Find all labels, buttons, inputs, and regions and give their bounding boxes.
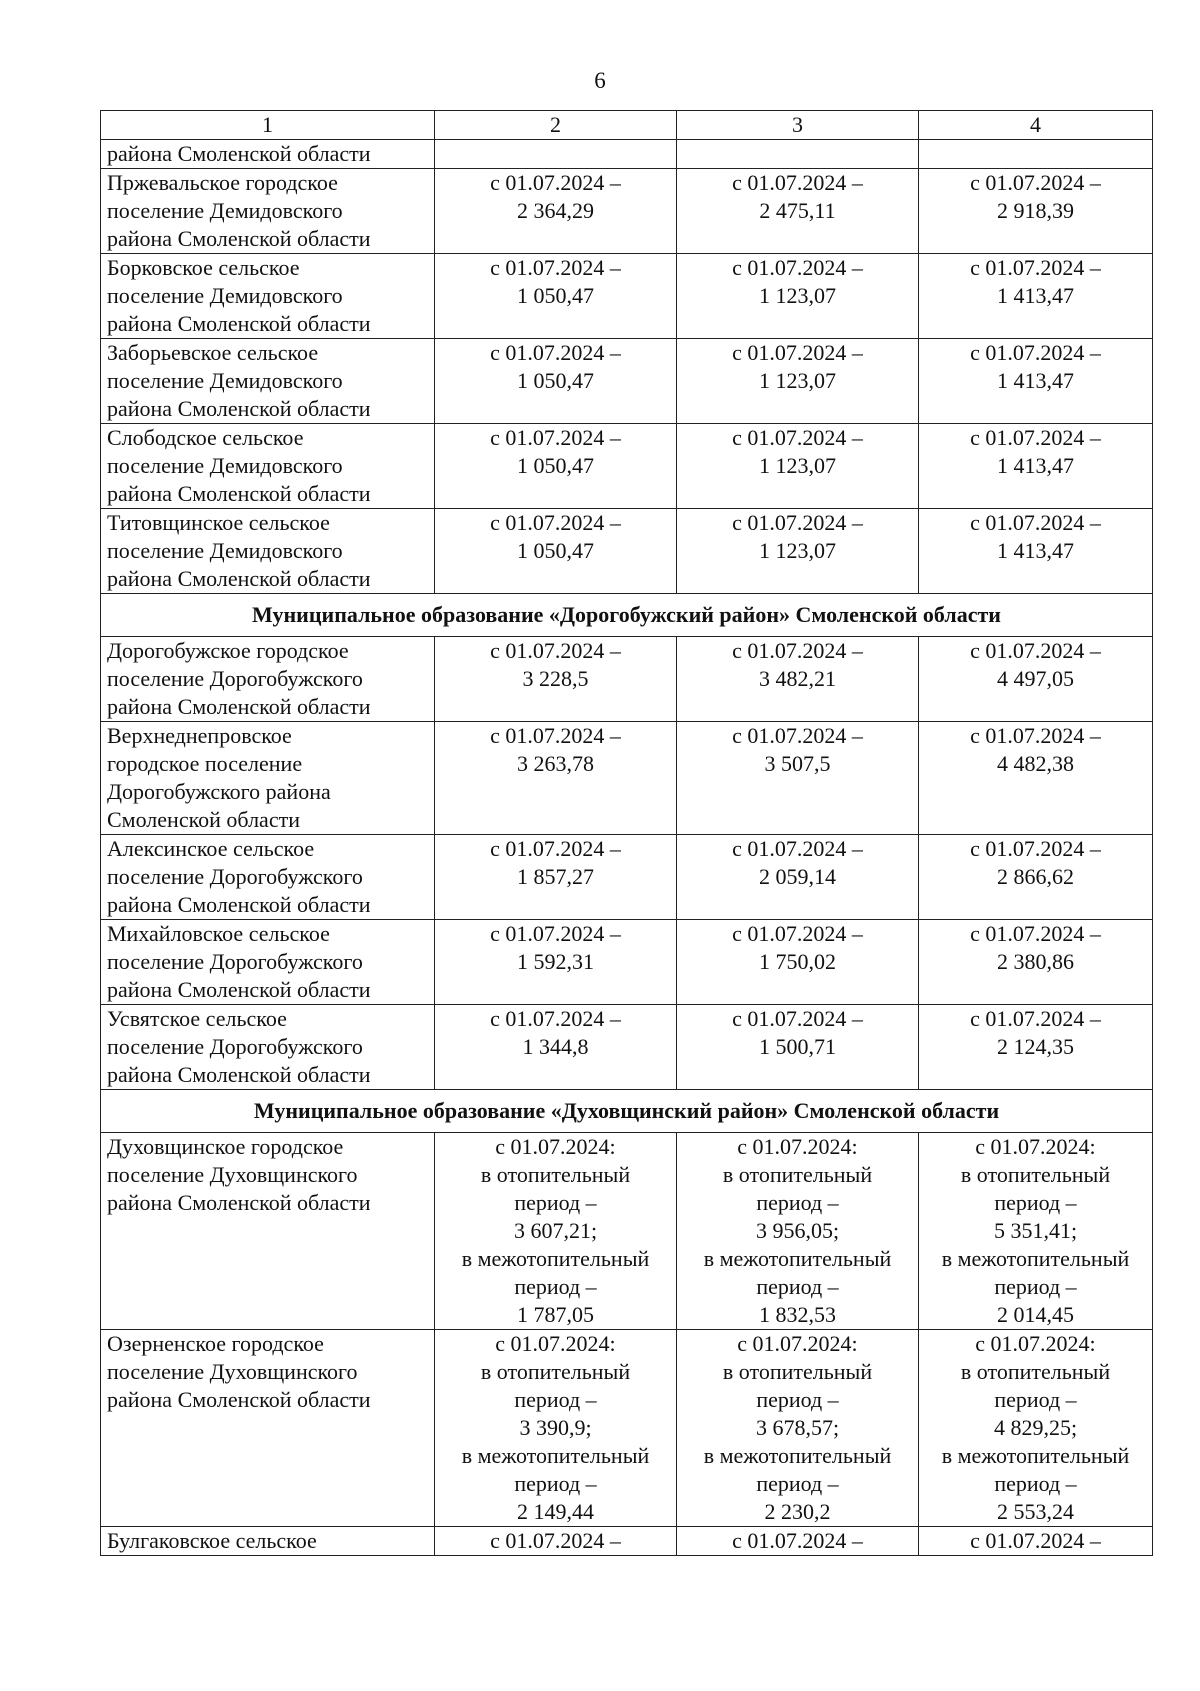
municipality-name: [101, 835, 435, 920]
cell-line: с 01.07.2024 –: [970, 1528, 1101, 1553]
cell-line: с 01.07.2024 –: [732, 836, 863, 861]
cell-line: в межотопительный: [941, 1246, 1130, 1271]
cell-line: Алексинское сельское: [107, 836, 315, 861]
table-row: [101, 637, 1153, 722]
tariff-col-4: [919, 424, 1153, 509]
tariff-col-3: [677, 1527, 919, 1556]
cell-line: Титовщинское сельское: [107, 510, 330, 535]
cell-line: с 01.07.2024:: [737, 1331, 858, 1356]
cell-line: поселение Демидовского: [107, 538, 343, 563]
cell-line: с 01.07.2024:: [495, 1134, 616, 1159]
tariff-col-3: [677, 169, 919, 254]
cell-line: с 01.07.2024 –: [732, 1528, 863, 1553]
column-header: 3: [677, 111, 919, 140]
tariff-col-3: [677, 637, 919, 722]
tariff-col-3: [677, 835, 919, 920]
tariff-col-2: [435, 920, 677, 1005]
tariff-col-2: [435, 254, 677, 339]
table-row: [101, 424, 1153, 509]
cell-line: 1 750,02: [759, 949, 836, 974]
cell-line: района Смоленской области: [107, 694, 371, 719]
cell-line: с 01.07.2024 –: [970, 921, 1101, 946]
cell-line: Смоленской области: [107, 807, 300, 832]
cell-line: период –: [514, 1190, 597, 1215]
cell-line: 2 553,24: [997, 1499, 1074, 1524]
cell-line: 1 592,31: [517, 949, 594, 974]
municipality-name: [101, 920, 435, 1005]
tariff-col-2: [435, 1527, 677, 1556]
tariff-col-4: [919, 1330, 1153, 1527]
cell-line: в межотопительный: [703, 1443, 892, 1468]
cell-line: в отопительный: [480, 1162, 631, 1187]
table-header-row: [101, 111, 1153, 140]
page-number: 6: [594, 68, 606, 93]
cell-line: 1 123,07: [759, 538, 836, 563]
cell-line: с 01.07.2024 –: [490, 638, 621, 663]
cell-line: с 01.07.2024 –: [732, 510, 863, 535]
cell-line: района Смоленской области: [107, 892, 371, 917]
cell-line: 1 500,71: [759, 1034, 836, 1059]
cell-line: с 01.07.2024 –: [490, 1006, 621, 1031]
tariff-col-2: [435, 424, 677, 509]
tariff-col-2: [435, 140, 677, 169]
cell-line: с 01.07.2024:: [975, 1134, 1096, 1159]
tariff-col-3: [677, 509, 919, 594]
cell-line: период –: [994, 1387, 1077, 1412]
tariff-col-3: [677, 339, 919, 424]
cell-line: в межотопительный: [461, 1443, 650, 1468]
cell-line: района Смоленской области: [107, 977, 371, 1002]
section-title: Муниципальное образование «Духовщинский район» Смоленской области: [101, 1090, 1153, 1133]
cell-line: 2 124,35: [997, 1034, 1074, 1059]
tariff-col-2: [435, 637, 677, 722]
cell-line: 4 482,38: [997, 751, 1074, 776]
cell-line: 3 228,5: [522, 666, 589, 691]
cell-line: Булгаковское сельское: [107, 1528, 317, 1553]
cell-line: 1 123,07: [759, 283, 836, 308]
cell-line: 1 413,47: [997, 453, 1074, 478]
table-row: [101, 1330, 1153, 1527]
cell-line: 2 059,14: [759, 864, 836, 889]
tariff-col-3: [677, 920, 919, 1005]
table-row: [101, 722, 1153, 835]
cell-line: 5 351,41;: [993, 1218, 1078, 1243]
cell-line: с 01.07.2024 –: [490, 510, 621, 535]
cell-line: Дорогобужского района: [107, 779, 331, 804]
tariff-col-2: [435, 339, 677, 424]
table-row: [101, 254, 1153, 339]
cell-line: района Смоленской области: [107, 141, 371, 166]
cell-line: 3 390,9;: [519, 1415, 592, 1440]
cell-line: 3 607,21;: [513, 1218, 598, 1243]
cell-line: 4 497,05: [997, 666, 1074, 691]
table-row: [101, 1133, 1153, 1330]
cell-line: Борковское сельское: [107, 255, 300, 280]
municipality-name: [101, 1005, 435, 1090]
cell-line: с 01.07.2024 –: [490, 921, 621, 946]
cell-line: Духовщинское городское: [107, 1134, 344, 1159]
tariff-col-4: [919, 1005, 1153, 1090]
cell-line: с 01.07.2024 –: [490, 425, 621, 450]
cell-line: с 01.07.2024 –: [490, 170, 621, 195]
cell-line: Верхнеднепровское: [107, 723, 292, 748]
cell-line: в отопительный: [960, 1162, 1111, 1187]
cell-line: района Смоленской области: [107, 566, 371, 591]
cell-line: 3 482,21: [759, 666, 836, 691]
cell-line: в отопительный: [722, 1162, 873, 1187]
tariff-col-4: [919, 339, 1153, 424]
cell-line: 1 857,27: [517, 864, 594, 889]
table-row: [101, 339, 1153, 424]
municipality-name: [101, 509, 435, 594]
cell-line: в межотопительный: [941, 1443, 1130, 1468]
municipality-name: [101, 1527, 435, 1556]
cell-line: 1 050,47: [517, 283, 594, 308]
cell-line: 1 413,47: [997, 368, 1074, 393]
cell-line: 1 413,47: [997, 283, 1074, 308]
cell-line: 2 149,44: [517, 1499, 594, 1524]
tariff-col-4: [919, 254, 1153, 339]
cell-line: с 01.07.2024 –: [970, 1006, 1101, 1031]
column-header: 1: [101, 111, 435, 140]
cell-line: с 01.07.2024 –: [970, 170, 1101, 195]
cell-line: с 01.07.2024 –: [970, 425, 1101, 450]
cell-line: 1 050,47: [517, 453, 594, 478]
cell-line: в отопительный: [480, 1359, 631, 1384]
cell-line: района Смоленской области: [107, 1387, 371, 1412]
tariff-col-4: [919, 1527, 1153, 1556]
municipality-name: [101, 722, 435, 835]
cell-line: с 01.07.2024 –: [732, 921, 863, 946]
cell-line: 1 344,8: [522, 1034, 589, 1059]
cell-line: период –: [514, 1471, 597, 1496]
cell-line: 3 956,05;: [755, 1218, 840, 1243]
tariff-col-2: [435, 835, 677, 920]
cell-line: поселение Духовщинского: [107, 1162, 358, 1187]
cell-line: с 01.07.2024 –: [732, 255, 863, 280]
cell-line: с 01.07.2024 –: [732, 340, 863, 365]
table-row: [101, 920, 1153, 1005]
tariff-col-4: [919, 920, 1153, 1005]
cell-line: с 01.07.2024:: [975, 1331, 1096, 1356]
cell-line: 1 050,47: [517, 538, 594, 563]
cell-line: района Смоленской области: [107, 396, 371, 421]
cell-line: с 01.07.2024 –: [732, 170, 863, 195]
cell-line: Заборьевское сельское: [107, 340, 319, 365]
tariff-col-3: [677, 140, 919, 169]
cell-line: района Смоленской области: [107, 226, 371, 251]
cell-line: Пржевальское городское: [107, 170, 338, 195]
cell-line: период –: [994, 1274, 1077, 1299]
tariff-col-3: [677, 1330, 919, 1527]
tariff-col-3: [677, 722, 919, 835]
cell-line: поселение Дорогобужского: [107, 1034, 363, 1059]
municipality-name: [101, 339, 435, 424]
cell-line: 2 014,45: [997, 1302, 1074, 1327]
cell-line: период –: [994, 1471, 1077, 1496]
cell-line: с 01.07.2024 –: [970, 510, 1101, 535]
cell-line: Михайловское сельское: [107, 921, 330, 946]
cell-line: 1 413,47: [997, 538, 1074, 563]
table-row: [101, 1527, 1153, 1556]
cell-line: с 01.07.2024 –: [490, 1528, 621, 1553]
section-header-row: [101, 1090, 1153, 1133]
cell-line: в отопительный: [722, 1359, 873, 1384]
cell-line: поселение Духовщинского: [107, 1359, 358, 1384]
table-row: [101, 509, 1153, 594]
cell-line: поселение Демидовского: [107, 453, 343, 478]
cell-line: поселение Демидовского: [107, 368, 343, 393]
cell-line: поселение Дорогобужского: [107, 666, 363, 691]
cell-line: в межотопительный: [461, 1246, 650, 1271]
tariff-col-3: [677, 1005, 919, 1090]
municipality-name: [101, 424, 435, 509]
cell-line: района Смоленской области: [107, 481, 371, 506]
tariff-col-2: [435, 1005, 677, 1090]
cell-line: с 01.07.2024 –: [490, 836, 621, 861]
cell-line: с 01.07.2024 –: [732, 723, 863, 748]
cell-line: Дорогобужское городское: [107, 638, 349, 663]
cell-line: с 01.07.2024 –: [490, 723, 621, 748]
cell-line: 1 123,07: [759, 453, 836, 478]
tariff-col-3: [677, 254, 919, 339]
cell-line: 2 230,2: [764, 1499, 831, 1524]
section-title: Муниципальное образование «Дорогобужский район» Смоленской области: [101, 594, 1153, 637]
cell-line: района Смоленской области: [107, 1190, 371, 1215]
tariff-col-4: [919, 722, 1153, 835]
tariff-col-3: [677, 1133, 919, 1330]
cell-line: 2 364,29: [517, 198, 594, 223]
municipality-name: [101, 140, 435, 169]
cell-line: 4 829,25;: [993, 1415, 1078, 1440]
cell-line: городское поселение: [107, 751, 303, 776]
cell-line: с 01.07.2024 –: [732, 1006, 863, 1031]
cell-line: 3 507,5: [764, 751, 831, 776]
cell-line: с 01.07.2024 –: [970, 340, 1101, 365]
tariff-col-4: [919, 835, 1153, 920]
column-header: 4: [919, 111, 1153, 140]
tariff-col-4: [919, 637, 1153, 722]
cell-line: с 01.07.2024 –: [970, 836, 1101, 861]
tariff-col-4: [919, 509, 1153, 594]
cell-line: поселение Дорогобужского: [107, 949, 363, 974]
cell-line: с 01.07.2024:: [495, 1331, 616, 1356]
tariff-col-4: [919, 140, 1153, 169]
tariff-col-3: [677, 424, 919, 509]
cell-line: 1 787,05: [517, 1302, 594, 1327]
cell-line: период –: [756, 1471, 839, 1496]
cell-line: период –: [756, 1387, 839, 1412]
cell-line: период –: [756, 1274, 839, 1299]
cell-line: с 01.07.2024:: [737, 1134, 858, 1159]
cell-line: 3 678,57;: [755, 1415, 840, 1440]
cell-line: 2 380,86: [997, 949, 1074, 974]
section-header-row: [101, 594, 1153, 637]
municipality-name: [101, 169, 435, 254]
municipality-name: [101, 1330, 435, 1527]
cell-line: поселение Демидовского: [107, 198, 343, 223]
table-row: [101, 169, 1153, 254]
cell-line: 1 123,07: [759, 368, 836, 393]
cell-line: 3 263,78: [517, 751, 594, 776]
tariff-col-2: [435, 1133, 677, 1330]
tariff-col-4: [919, 1133, 1153, 1330]
cell-line: период –: [756, 1190, 839, 1215]
tariff-col-2: [435, 1330, 677, 1527]
cell-line: 2 475,11: [759, 198, 836, 223]
cell-line: с 01.07.2024 –: [970, 255, 1101, 280]
cell-line: 1 832,53: [759, 1302, 836, 1327]
cell-line: района Смоленской области: [107, 1062, 371, 1087]
cell-line: с 01.07.2024 –: [732, 638, 863, 663]
cell-line: период –: [514, 1274, 597, 1299]
cell-line: с 01.07.2024 –: [970, 638, 1101, 663]
cell-line: 2 918,39: [997, 198, 1074, 223]
tariff-col-2: [435, 169, 677, 254]
municipality-name: [101, 254, 435, 339]
cell-line: Слободское сельское: [107, 425, 304, 450]
cell-line: с 01.07.2024 –: [490, 255, 621, 280]
municipality-name: [101, 637, 435, 722]
cell-line: 2 866,62: [997, 864, 1074, 889]
cell-line: поселение Дорогобужского: [107, 864, 363, 889]
table-row: [101, 1005, 1153, 1090]
tariff-col-2: [435, 509, 677, 594]
table-row: [101, 140, 1153, 169]
tariff-col-4: [919, 169, 1153, 254]
tariff-col-2: [435, 722, 677, 835]
cell-line: Озерненское городское: [107, 1331, 324, 1356]
cell-line: период –: [514, 1387, 597, 1412]
cell-line: 1 050,47: [517, 368, 594, 393]
cell-line: период –: [994, 1190, 1077, 1215]
table-row: [101, 835, 1153, 920]
column-header: 2: [435, 111, 677, 140]
cell-line: Усвятское сельское: [107, 1006, 287, 1031]
cell-line: с 01.07.2024 –: [490, 340, 621, 365]
cell-line: в межотопительный: [703, 1246, 892, 1271]
cell-line: поселение Демидовского: [107, 283, 343, 308]
cell-line: с 01.07.2024 –: [732, 425, 863, 450]
table-body: [101, 140, 1153, 1556]
municipality-name: [101, 1133, 435, 1330]
cell-line: района Смоленской области: [107, 311, 371, 336]
cell-line: с 01.07.2024 –: [970, 723, 1101, 748]
tariff-table: [100, 110, 1153, 1556]
cell-line: в отопительный: [960, 1359, 1111, 1384]
